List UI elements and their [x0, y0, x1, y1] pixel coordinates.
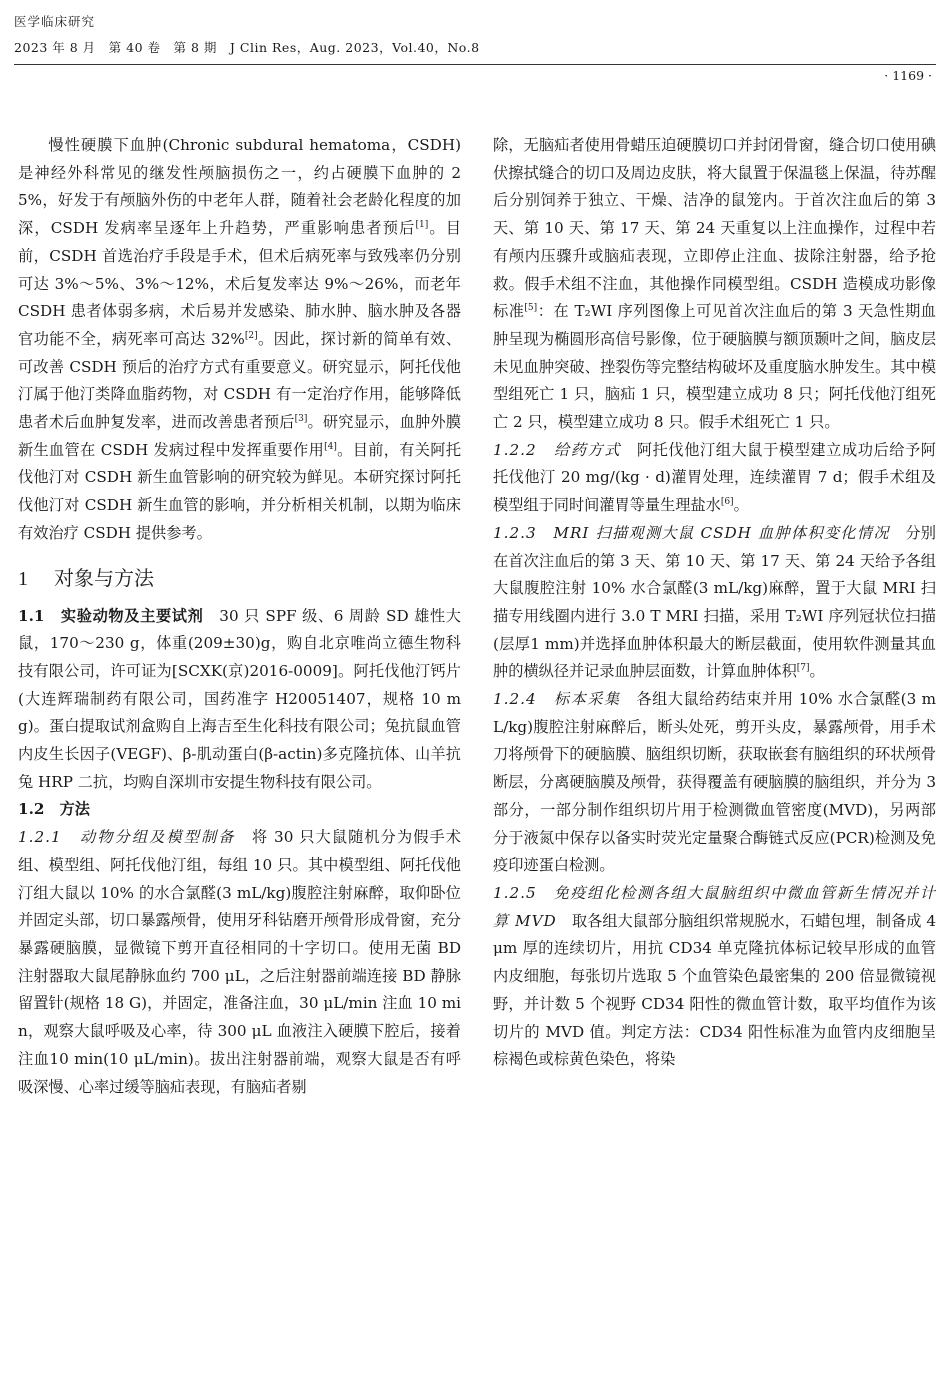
continued-paragraph: 除，无脑疝者使用骨蜡压迫硬膜切口并封闭骨窗，缝合切口使用碘伏擦拭缝合的切口及周边皮肤，将大鼠置于保温毯上保温，待苏醒后分别饲养于独立、干燥、洁净的鼠笼内。于首次注血后的第 3 天、第 10 天、第 17 天、第 24 天重复以上注血操作，过程中若有颅内压骤升或脑疝表现，立即停止注血、拔除注射器，给予抢救。假手术组不注血，其他操作同模型组。CSDH 造模成功影像标准[5]：在 T₂WI 序列图像上可见首次注血后的第 3 天急性期血肿呈现为椭圆形高信号影像，位于硬脑膜与额顶颞叶之间，脑皮层未见血肿突破、挫裂伤等完整结构破坏及重度脑水肿发生。其中模型组死亡 1 只，脑疝 1 只，模型建立成功 8 只；阿托伐他汀组死亡 2 只，模型建立成功 8 只。假手术组死亡 1 只。 — [493, 136, 936, 432]
citation: [2] — [244, 330, 258, 341]
citation: [5] — [524, 303, 538, 314]
section-number: 1 — [18, 567, 28, 590]
subsection-heading: 1.2.1 动物分组及模型制备 — [18, 828, 236, 847]
page-number: · 1169 · — [884, 68, 932, 83]
journal-name: 医学临床研究 — [14, 14, 96, 29]
subsection-1-2-5: 1.2.5 免疫组化检测各组大鼠脑组织中微血管新生情况并计算 MVD 取各组大鼠部分脑组织常规脱水，石蜡包埋，制备成 4 μm 厚的连续切片，用抗 CD34 单克隆抗体标记较早形成的血管内皮细胞，每张切片选取 5 个血管染色最密集的 200 倍显微镜视野，并计数 5 个视野 CD34 阳性的微血管计数，取平均值作为该切片的 MVD 值。判定方法：CD34 阳性标准为血管内皮细胞呈棕褐色或棕黄色染色，将染 — [493, 883, 936, 1069]
citation: [6] — [720, 497, 734, 508]
subsection-1-1: 1.1 实验动物及主要试剂 30 只 SPF 级、6 周龄 SD 雄性大鼠，170～230 g，体重(209±30)g，购自北京唯尚立德生物科技有限公司，许可证为[SCXK(京)2016-0009]。阿托伐他汀钙片(大连辉瑞制药有限公司，国药准字 H20051407，规格 10 mg)。蛋白提取试剂盒购自上海吉至生化科技有限公司；兔抗鼠血管内皮生长因子(VEGF)、β-肌动蛋白(β-actin)多克隆抗体、山羊抗兔 HRP 二抗，均购自深圳市安提生物科技有限公司。 — [18, 606, 461, 791]
citation: [1] — [415, 220, 429, 231]
subsection-1-2-3: 1.2.3 MRI 扫描观测大鼠 CSDH 血肿体积变化情况 分别在首次注血后的第 3 天、第 10 天、第 17 天、第 24 天给予各组大鼠腹腔注射 10% 水合氯醛(3 mL/kg)麻醉，置于大鼠 MRI 扫描专用线圈内进行 3.0 T MRI 扫描，采用 T₂WI 序列冠状位扫描(层厚1 mm)并选择血肿体积最大的断层截面，使用软件测量其血肿的横纵径并记录血肿层面数，计算血肿体积[7]。 — [493, 523, 936, 681]
section-heading — [18, 554, 461, 603]
right-column — [493, 132, 936, 1074]
subsection-heading: 1.2.2 给药方式 — [493, 440, 622, 459]
subsection-1-2 — [18, 796, 461, 824]
header-rule — [14, 64, 936, 65]
subsection-heading: 1.2.3 MRI 扫描观测大鼠 CSDH 血肿体积变化情况 — [493, 523, 890, 542]
citation: [3] — [294, 413, 308, 424]
subsection-heading: 1.2.5 免疫组化检测各组大鼠脑组织中微血管新生情况并计算 MVD — [493, 883, 936, 930]
subsection-1-2-4: 1.2.4 标本采集 各组大鼠给药结束并用 10% 水合氯醛(3 mL/kg)腹腔注射麻醉后，断头处死，剪开头皮，暴露颅骨，用手术刀将颅骨下的硬脑膜、脑组织切断，获取嵌套有脑组织的环状颅骨断层，分离硬脑膜及颅骨，获得覆盖有硬脑膜的脑组织，并分为 3 部分，一部分制作组织切片用于检测微血管密度(MVD)，另两部分于液氮中保存以备实时荧光定量聚合酶链式反应(PCR)检测及免疫印迹蛋白检测。 — [493, 690, 936, 875]
section-title: 对象与方法 — [54, 565, 154, 590]
subsection-heading: 1.2.4 标本采集 — [493, 690, 621, 709]
intro-paragraph: 慢性硬膜下血肿(Chronic subdural hematoma，CSDH)是神经外科常见的继发性颅脑损伤之一，约占硬膜下血肿的 25%，好发于有颅脑外伤的中老年人群，随着社会老龄化程度的加深，CSDH 发病率呈逐年上升趋势，严重影响患者预后[1]。目前，CSDH 首选治疗手段是手术，但术后病死率与致残率仍分别可达 3%～5%、3%～12%，术后复发率达 9%～26%，而老年 CSDH 患者体弱多病，术后易并发感染、肺水肿、脑水肿及各器官功能不全，病死率可高达 32%[2]。因此，探讨新的简单有效、可改善 CSDH 预后的治疗方式有重要意义。研究显示，阿托伐他汀属于他汀类降血脂药物，对 CSDH 有一定治疗作用，能够降低患者术后血肿复发率，进而改善患者预后[3]。研究显示，血肿外膜新生血管在 CSDH 发病过程中发挥重要作用[4]。目前，有关阿托伐他汀对 CSDH 新生血管影响的研究较为鲜见。本研究探讨阿托伐他汀对 CSDH 新生血管的影响，并分析相关机制，以期为临床有效治疗 CSDH 提供参考。 — [18, 136, 462, 542]
left-column — [18, 132, 461, 1101]
subsection-heading: 1.2 方法 — [18, 800, 90, 819]
subsection-1-2-2: 1.2.2 给药方式 阿托伐他汀组大鼠于模型建立成功后给予阿托伐他汀 20 mg/(kg · d)灌胃处理，连续灌胃 7 d；假手术组及模型组于同时间灌胃等量生理盐水[6]。 — [493, 440, 936, 515]
subsection-heading: 1.1 实验动物及主要试剂 — [18, 606, 204, 625]
issue-line: 2023 年 8 月 第 40 卷 第 8 期 J Clin Res，Aug. 2023，Vol.40，No.8 — [14, 40, 480, 55]
subsection-1-2-1: 1.2.1 动物分组及模型制备 将 30 只大鼠随机分为假手术组、模型组、阿托伐他汀组，每组 10 只。其中模型组、阿托伐他汀组大鼠以 10% 的水合氯醛(3 mL/kg)腹腔注射麻醉，取仰卧位并固定头部，切口暴露颅骨，使用牙科钻磨开颅骨形成骨窗，充分暴露硬脑膜，显微镜下剪开直径相同的十字切口。使用无菌 BD 注射器取大鼠尾静脉血约 700 μL，之后注射器前端连接 BD 静脉留置针(规格 18 G)，并固定，准备注血，30 μL/min 注血 10 min，观察大鼠呼吸及心率，待 300 μL 血液注入硬膜下腔后，接着注血10 min(10 μL/min)。拔出注射器前端，观察大鼠是否有呼吸深慢、心率过缓等脑疝表现，有脑疝者剔 — [18, 828, 461, 1096]
citation: [7] — [796, 663, 810, 674]
citation: [4] — [324, 441, 337, 452]
